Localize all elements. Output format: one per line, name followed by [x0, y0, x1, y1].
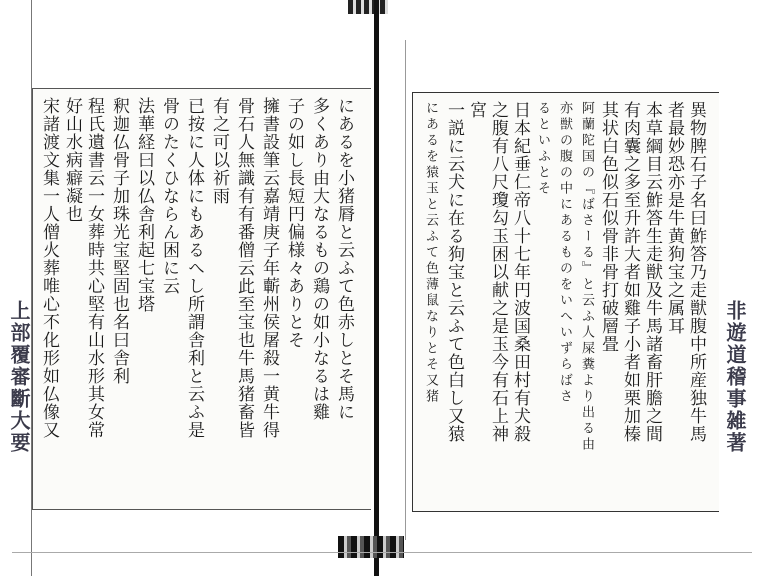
scan-color-target-bottom	[338, 536, 404, 558]
text-column: 釈迦仏骨子加珠光宝堅固也名曰舎利	[109, 97, 129, 385]
text-column: にあるを小猪脣と云ふて色赤しとそ馬に	[334, 97, 354, 421]
text-column: 骨のたくひならん困に云	[159, 97, 179, 295]
right-page	[412, 92, 719, 512]
text-column: にあるを猿玉と云ふて色薄鼠なりとそ又猪	[423, 101, 438, 405]
text-column: 日本紀垂仁帝八十七年円波国桑田村有犬殺	[510, 101, 530, 443]
text-column: 子の如し長短円偏様々ありとそ	[284, 97, 304, 349]
left-side-banner: 上部覆審斷大要	[7, 300, 31, 454]
text-column: 骨石人無識有有番僧云此至宝也牛馬猪畜皆	[234, 97, 254, 439]
right-gutter-line	[405, 40, 406, 540]
text-column: 之腹有八尺瓊勾玉困以献之是玉今有石上神	[488, 101, 508, 443]
left-page	[32, 88, 371, 510]
text-column: 有肉囊之多至升許大者如雞子小者如栗加榛	[620, 101, 640, 443]
text-column: 本草綱目云鮓答生走獣及牛馬諸畜肝膽之間	[642, 101, 662, 443]
bottom-rule	[12, 552, 752, 553]
text-column: 擁書設筆云嘉靖庚子年蘄州侯屠殺一黄牛得	[259, 97, 279, 439]
text-column: 異物脾石子名曰鮓答乃走獣腹中所産独牛馬	[686, 101, 706, 443]
text-column: 法華経曰以仏舎利起七宝塔	[134, 97, 154, 313]
book-spine	[374, 0, 379, 576]
text-column: 亦獣の腹の中にあるものをいへいずらばさ	[557, 101, 572, 405]
text-column: 好山水病癖凝也	[62, 97, 82, 223]
text-column: 宋諸渡文集一人僧火葬唯心不化形如仏像又	[39, 97, 59, 439]
text-column: 有之可以祈雨	[209, 97, 229, 205]
text-column: 宮	[466, 101, 486, 119]
right-side-banner: 非遊道稽事雑著	[723, 300, 747, 454]
text-column: 其状白色似石似骨非骨打破層畳	[598, 101, 618, 353]
text-column: 一説に云犬に在る狗宝と云ふて色白し又猿	[444, 101, 464, 443]
text-column: 程氏遺書云一女葬時共心堅有山水形其女常	[84, 97, 104, 439]
text-column: 多くあり由大なるもの鶏の如小なるは雞	[309, 97, 329, 421]
text-column: 阿蘭陀国の『ばさーる』と云ふ人屎糞より出る由	[579, 101, 594, 453]
scan-color-target-top	[348, 0, 388, 14]
text-column: るといふとそ	[535, 101, 550, 197]
text-column: 者最妙恐亦是牛黄狗宝之属耳	[664, 101, 684, 335]
text-column: 已按に人体にもあるへし所謂舎利と云ふ是	[184, 97, 204, 439]
